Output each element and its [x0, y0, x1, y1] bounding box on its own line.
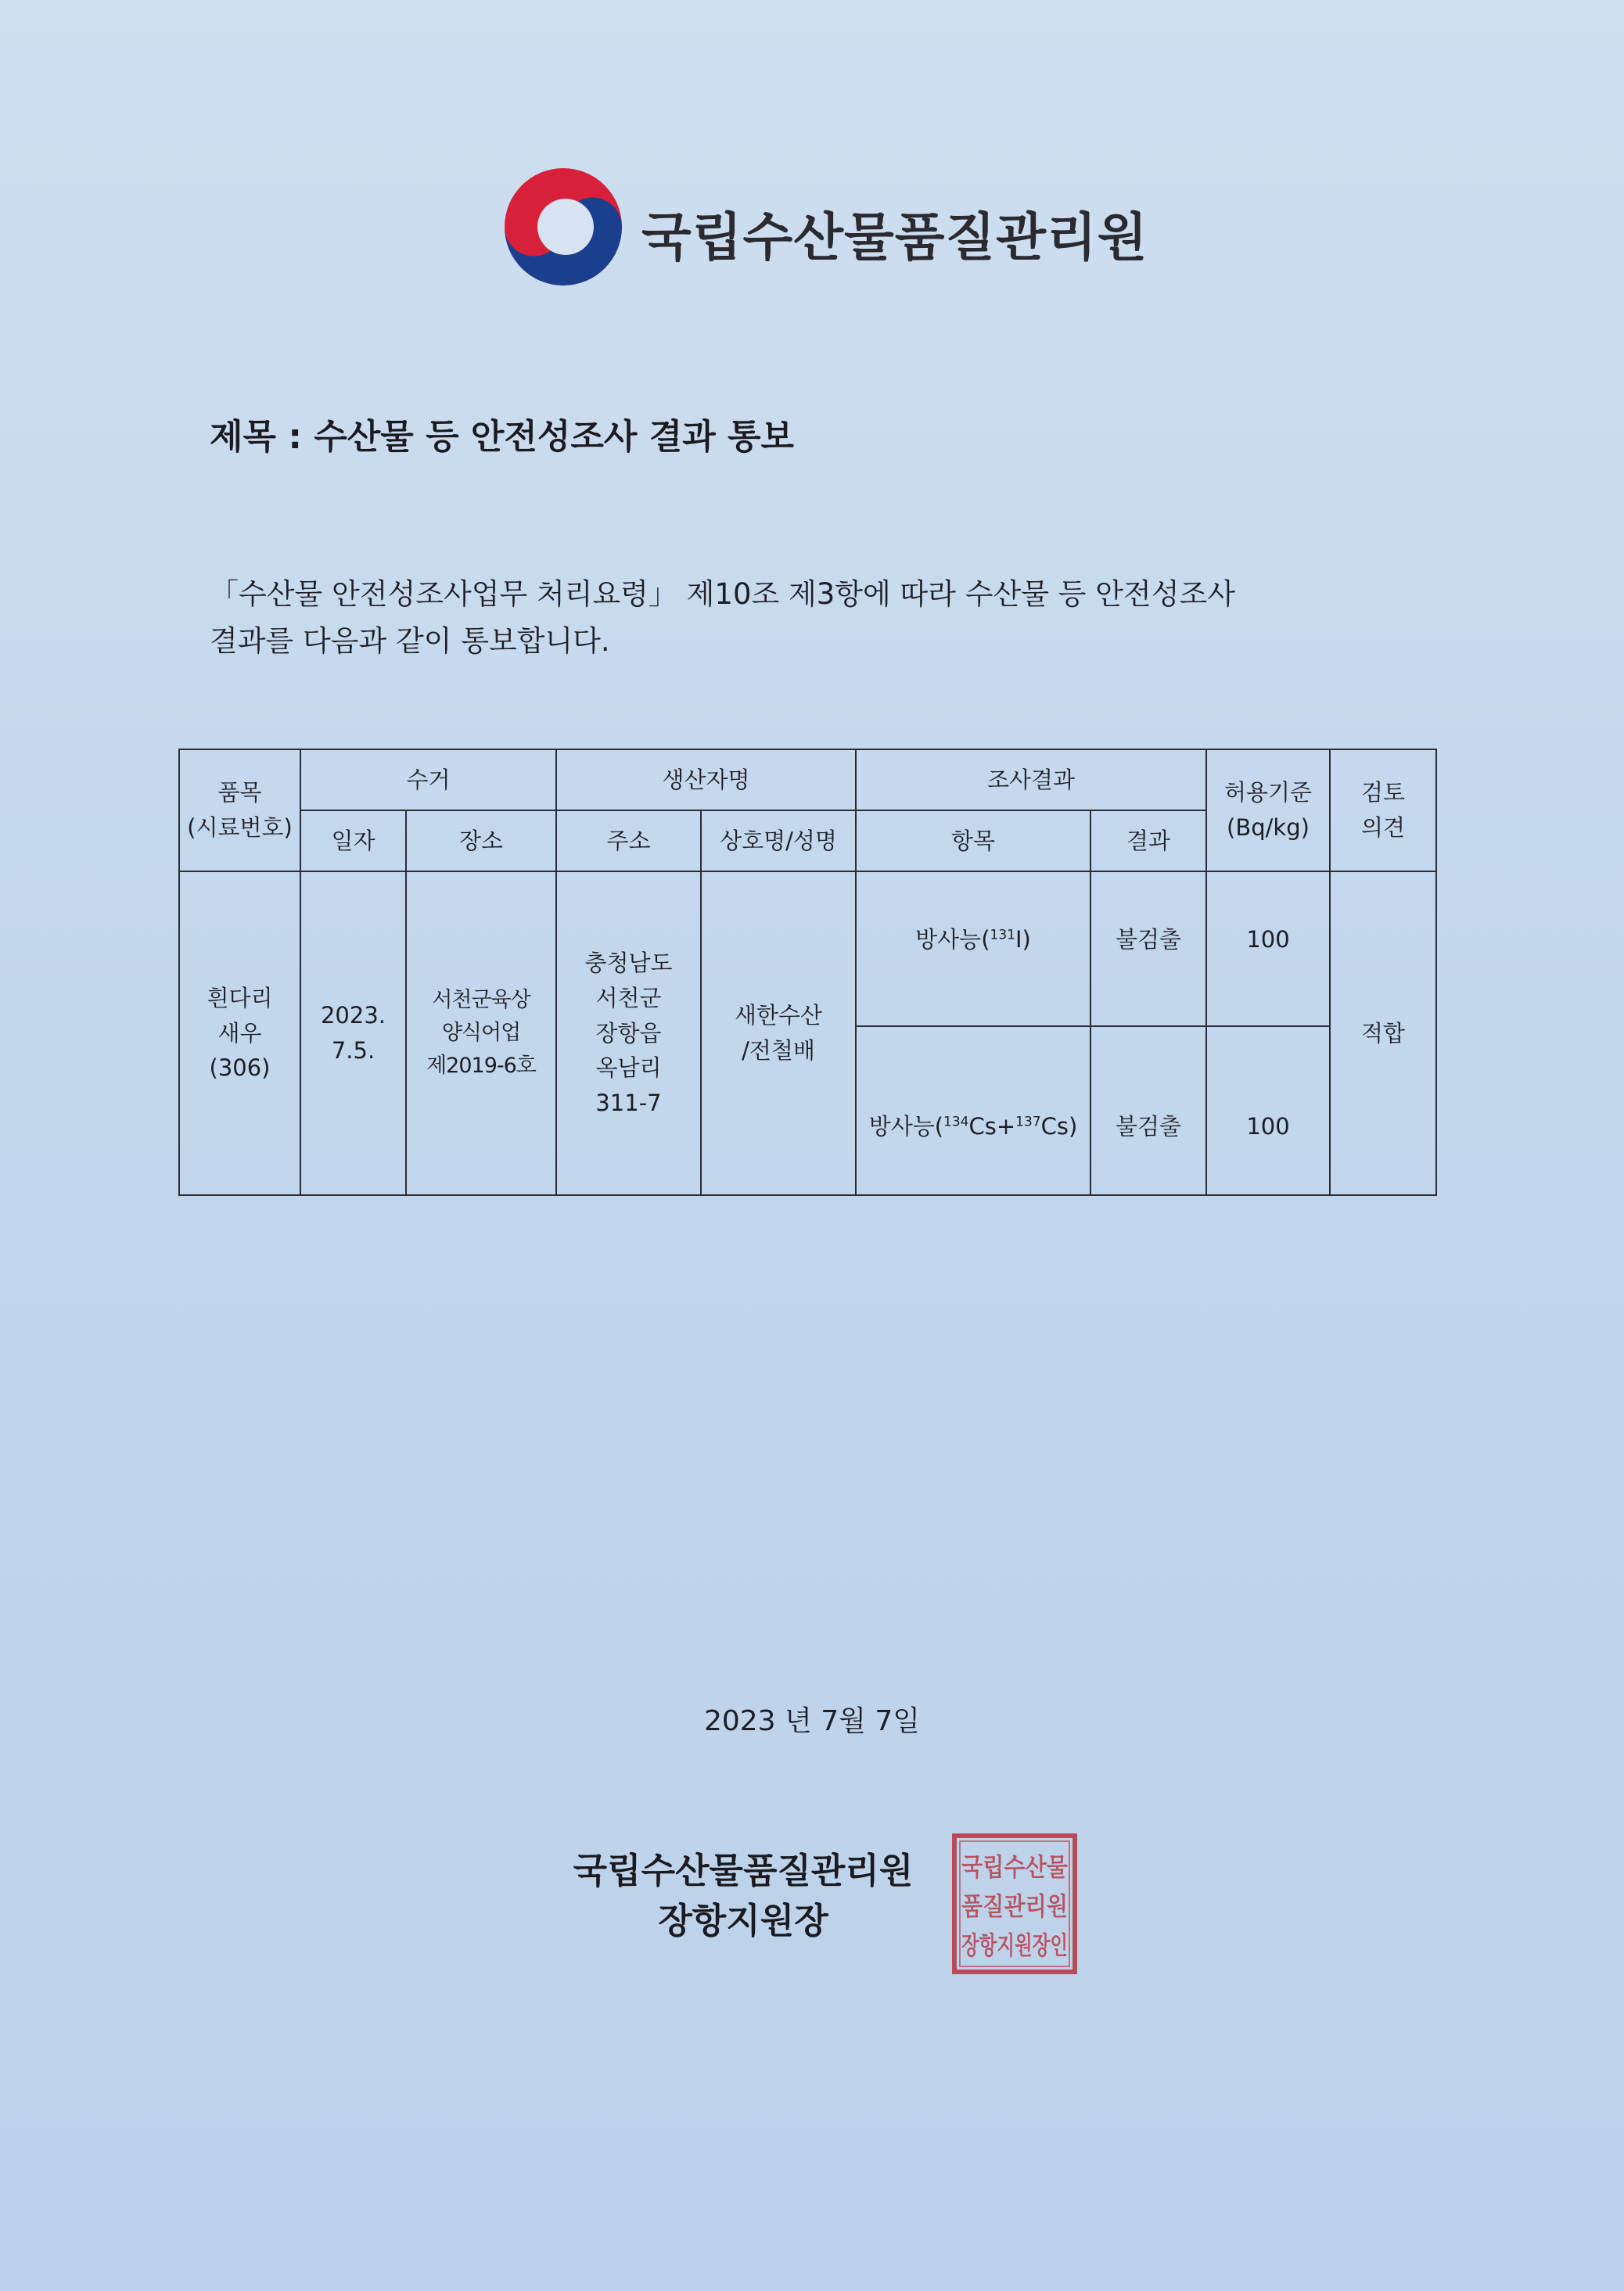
- cell-result-1: 불검출: [1090, 871, 1206, 1026]
- test-2-isotope-mass-1: 134: [943, 1114, 969, 1130]
- cell-limit-2: 100: [1206, 1026, 1330, 1195]
- header-row-1: [179, 749, 1436, 810]
- header-survey-result: 조사결과: [856, 749, 1206, 810]
- svg-text:장항지원장인: 장항지원장인: [961, 1930, 1068, 1960]
- header-address: 주소: [556, 810, 701, 871]
- taegeuk-logo-icon: [505, 168, 622, 285]
- address-line-1: 충청남도: [584, 949, 673, 976]
- header-producer: 생산자명: [556, 749, 856, 810]
- place-line-3: 제2019-6호: [426, 1053, 536, 1078]
- header-review-label: 검토: [1360, 779, 1406, 806]
- test-2-isotope-mass-2: 137: [1015, 1114, 1041, 1130]
- item-name-line-1: 흰다리: [207, 984, 273, 1011]
- test-2-element-1: Cs+: [968, 1113, 1016, 1140]
- test-1-isotope-mass: 131: [990, 927, 1015, 943]
- test-2-element-2: Cs): [1040, 1113, 1078, 1140]
- date-line-2: 7.5.: [331, 1037, 375, 1064]
- signature-org: 국립수산물품질관리원: [573, 1850, 914, 1891]
- header-item-label: 품목: [217, 779, 262, 806]
- header-limit-unit: (Bq/kg): [1227, 814, 1310, 841]
- cell-business-name: [701, 871, 856, 1195]
- header-place: 장소: [406, 810, 556, 871]
- item-name-line-2: 새우: [217, 1019, 262, 1047]
- header-limit: [1206, 749, 1330, 871]
- address-line-2: 서천군: [595, 984, 662, 1011]
- official-seal-icon: [951, 1833, 1078, 1975]
- document-title: 제목 : 수산물 등 안전성조사 결과 통보: [210, 417, 795, 457]
- header-item: [179, 749, 300, 871]
- cell-opinion: 적합: [1330, 871, 1436, 1195]
- address-line-5: 311-7: [595, 1090, 662, 1117]
- header-review: [1330, 749, 1436, 871]
- test-2-label: 방사능(: [868, 1113, 944, 1140]
- table-row: [179, 871, 1436, 1026]
- header-test-item: 항목: [856, 810, 1090, 871]
- business-line-1: 새한수산: [734, 1002, 823, 1029]
- cell-test-item-2: [856, 1026, 1090, 1195]
- header-collection: 수거: [300, 749, 556, 810]
- business-line-2: /전철배: [742, 1037, 815, 1064]
- place-line-2: 양식어업: [441, 1021, 521, 1046]
- cell-place: [406, 871, 556, 1195]
- organization-header: 국립수산물품질관리원: [641, 207, 1148, 268]
- notice-body: [210, 571, 1430, 665]
- header-business-name: 상호명/성명: [701, 810, 856, 871]
- cell-result-2: 불검출: [1090, 1026, 1206, 1195]
- date-line-1: 2023.: [320, 1002, 386, 1029]
- cell-date: [300, 871, 406, 1195]
- signature-office: 장항지원장: [658, 1900, 828, 1941]
- svg-text:품질관리원: 품질관리원: [961, 1891, 1068, 1921]
- header-result: 결과: [1090, 810, 1206, 871]
- cell-address: [556, 871, 701, 1195]
- sample-number: (306): [209, 1054, 271, 1082]
- result-table: [178, 749, 1437, 1196]
- address-line-3: 장항읍: [595, 1019, 662, 1047]
- svg-text:국립수산물: 국립수산물: [961, 1852, 1069, 1882]
- cell-test-item-1: [856, 871, 1090, 1026]
- header-sample-no: (시료번호): [187, 814, 293, 841]
- header-limit-label: 허용기준: [1223, 779, 1313, 806]
- header-opinion-label: 의견: [1360, 814, 1406, 841]
- test-1-element: I): [1015, 926, 1031, 953]
- address-line-4: 옥남리: [595, 1054, 662, 1082]
- signature-block: [540, 1846, 947, 1946]
- notice-line-2: 결과를 다음과 같이 통보합니다.: [210, 624, 610, 658]
- cell-limit-1: 100: [1206, 871, 1330, 1026]
- test-1-label: 방사능(: [915, 926, 990, 953]
- place-line-1: 서천군육상: [432, 988, 530, 1013]
- notice-line-1: 「수산물 안전성조사업무 처리요령」 제10조 제3항에 따라 수산물 등 안전성조사: [210, 577, 1235, 611]
- header-date: 일자: [300, 810, 406, 871]
- cell-item: [179, 871, 300, 1195]
- issue-date: 2023 년 7월 7일: [703, 1705, 921, 1737]
